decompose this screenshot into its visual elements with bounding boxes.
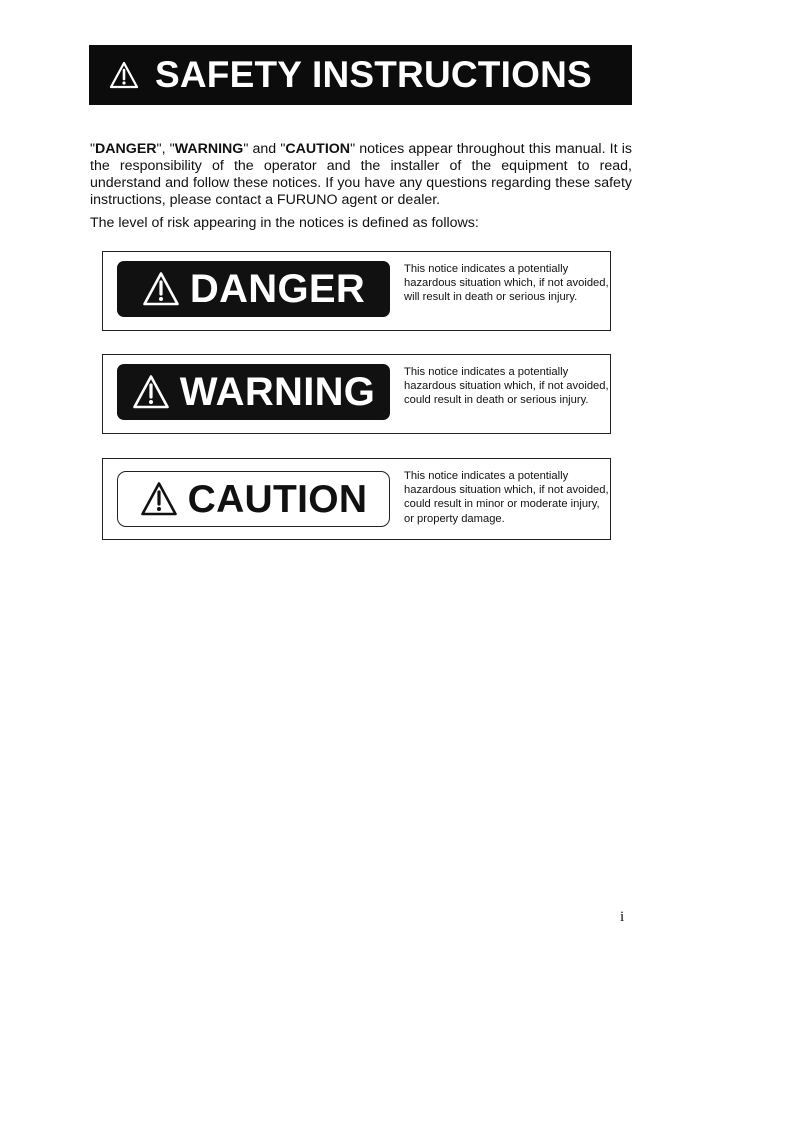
page-title: SAFETY INSTRUCTIONS (155, 54, 592, 95)
caution-notice-box (102, 458, 611, 540)
warning-triangle-icon (109, 61, 139, 89)
page-number: i (620, 909, 625, 925)
danger-notice-box (102, 251, 611, 331)
danger-label: DANGER (189, 267, 366, 311)
risk-level-intro: The level of risk appearing in the notices is defined as follows: (90, 215, 479, 231)
warning-triangle-icon (140, 481, 178, 517)
separator-text: ", " (156, 141, 175, 157)
separator-text: " and " (243, 141, 286, 157)
warning-keyword: WARNING (174, 141, 244, 157)
danger-keyword: DANGER (95, 141, 157, 157)
warning-notice-box (102, 354, 611, 434)
caution-label: CAUTION (187, 477, 368, 521)
caution-badge (117, 471, 390, 527)
warning-description: This notice indicates a potentially hazardous situation which, if not avoided, could result in death or serious injury. (404, 366, 609, 407)
warning-triangle-icon (142, 271, 180, 307)
intro-body-text: " notices appear throughout this manual. It is the responsibility of the operator and the installer of the equipment to read, understand and follow these notices. If you have any questions regarding these safety instructions, please contact a FURUNO agent or dealer. (90, 141, 632, 208)
warning-badge (117, 364, 390, 420)
caution-description: This notice indicates a potentially hazardous situation which, if not avoided, could result in minor or moderate injury, or property damage. (404, 470, 609, 525)
intro-paragraph (90, 141, 632, 209)
danger-description: This notice indicates a potentially hazardous situation which, if not avoided, will result in death or serious injury. (404, 263, 609, 304)
caution-keyword: CAUTION (285, 141, 351, 157)
danger-badge (117, 261, 390, 317)
warning-triangle-icon (132, 374, 170, 410)
warning-label: WARNING (179, 370, 376, 414)
title-banner (89, 45, 632, 105)
quote-mark: " (90, 141, 96, 157)
